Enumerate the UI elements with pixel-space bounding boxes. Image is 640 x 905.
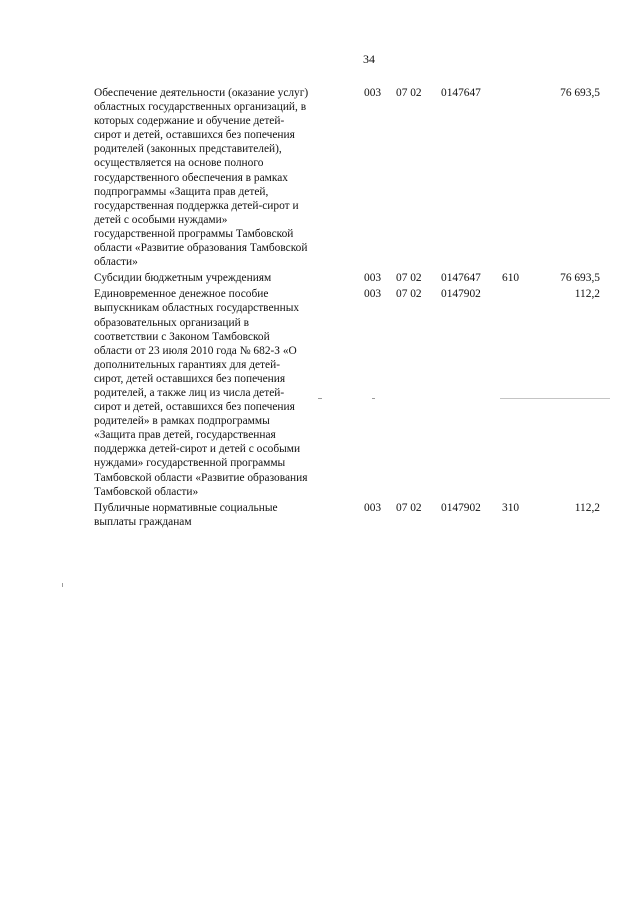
scan-artifact: [318, 398, 322, 399]
page-number: 34: [363, 52, 375, 66]
row-name: Единовременное денежное пособие выпускникам областных государственных образовательных организаций в соответствии с Законом Тамбовской области от 23 июля 2010 года № 682-З «О дополнительных гарантиях для детей- сирот, детей оставшихся без попечения родителей, а также лиц из числа детей- сирот и детей, оставшихся без попечения родителей» в рамках подпрограммы «Защита прав детей, государственная поддержка детей-сирот и детей с особыми нуждами» государственной программы Тамбовской области «Развитие образования Тамбовской области»: [94, 288, 308, 498]
row-section-code: 07 02: [396, 501, 422, 514]
table-row: [94, 287, 614, 498]
row-target-code: 0147647: [441, 272, 481, 285]
row-amount: 112,2: [574, 288, 600, 301]
row-expense-type: 310: [502, 501, 520, 514]
row-amount: 112,2: [574, 501, 600, 514]
row-section-code: 07 02: [396, 288, 422, 301]
scan-artifact: [372, 398, 375, 399]
row-admin-code: 003: [364, 288, 382, 301]
budget-table: [94, 86, 614, 529]
row-name: Обеспечение деятельности (оказание услуг) областных государственных организаций, в которых содержание и обучение детей- сирот и детей, оставшихся без попечения родителей (законных представителей), осуществляется на основе полного государственного обеспечения в рамках подпрограммы «Защита прав детей, государственная поддержка детей-сирот и детей с особыми нуждами» государственной программы Тамбовской области «Развитие образования Тамбовской области»: [94, 87, 309, 269]
row-target-code: 0147647: [441, 87, 481, 99]
row-name: Публичные нормативные социальные выплаты гражданам: [94, 501, 278, 528]
row-section-code: 07 02: [396, 272, 422, 285]
row-section-code: 07 02: [396, 87, 422, 99]
table-row: [94, 501, 614, 529]
row-admin-code: 003: [364, 87, 382, 99]
row-amount: 76 693,5: [560, 87, 600, 99]
table-row: [94, 86, 614, 269]
row-admin-code: 003: [364, 272, 382, 285]
row-target-code: 0147902: [441, 288, 481, 301]
row-admin-code: 003: [364, 501, 382, 514]
row-expense-type: 610: [502, 272, 520, 285]
scan-artifact: [500, 398, 610, 399]
row-name: Субсидии бюджетным учреждениям: [94, 272, 272, 285]
scan-artifact: [62, 583, 63, 587]
row-target-code: 0147902: [441, 501, 481, 514]
row-amount: 76 693,5: [560, 272, 600, 285]
table-row: [94, 271, 614, 285]
